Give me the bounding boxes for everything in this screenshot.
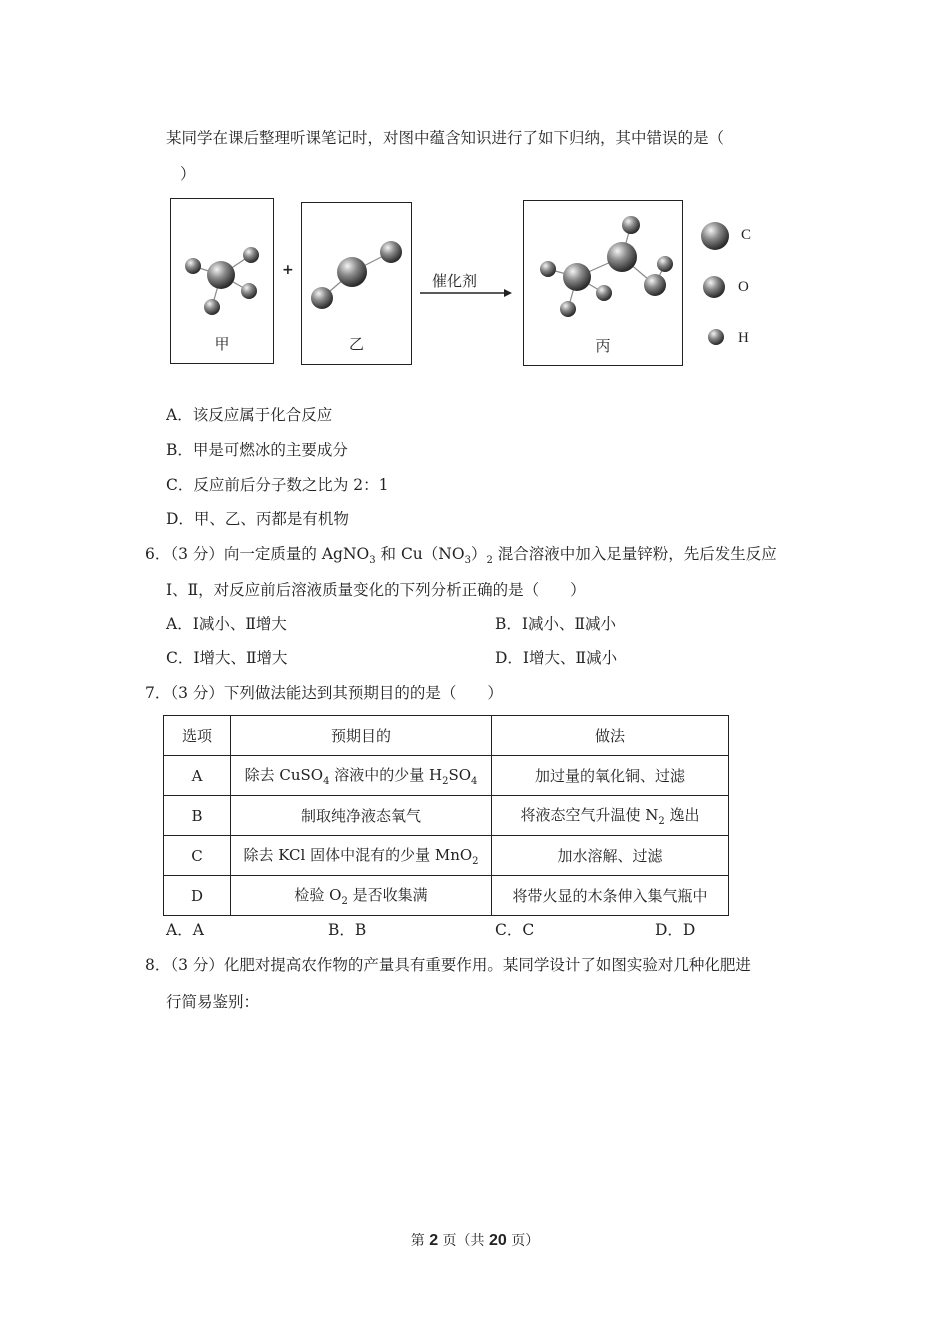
cell-option: D	[164, 876, 231, 916]
cell-option: C	[164, 836, 231, 876]
cell-method: 加水溶解、过滤	[492, 836, 729, 876]
q6-option-c: C．Ⅰ增大、Ⅱ增大	[166, 649, 288, 667]
q7-option-b: B．B	[328, 921, 367, 939]
q5-option-a: A．该反应属于化合反应	[166, 406, 333, 424]
q7-option-d: D．D	[655, 921, 696, 939]
header-option: 选项	[164, 716, 231, 756]
cell-option: B	[164, 796, 231, 836]
q7-stem: 7．（3 分）下列做法能达到其预期目的的是（ ）	[145, 684, 503, 702]
table-row	[164, 796, 729, 836]
header-method: 做法	[492, 716, 729, 756]
cell-method: 将液态空气升温使 $N_2$ 逸出	[492, 796, 729, 836]
legend-label-h: H	[738, 330, 749, 346]
table-header-row	[164, 716, 729, 756]
cell-goal: 检验 $O_2$ 是否收集满	[231, 876, 492, 916]
q5-option-c: C．反应前后分子数之比为 2：1	[166, 476, 389, 494]
cell-method: 加过量的氧化铜、过滤	[492, 756, 729, 796]
current-page: 2	[429, 1232, 439, 1249]
q7-option-a: A．A	[166, 921, 204, 939]
header-goal: 预期目的	[231, 716, 492, 756]
reaction-arrow-icon	[420, 286, 512, 300]
q6-option-d: D．Ⅰ增大、Ⅱ减小	[495, 649, 618, 667]
q7-table	[163, 715, 729, 916]
legend-label-o: O	[738, 279, 749, 295]
legend-label-c: C	[741, 227, 752, 243]
table-row	[164, 876, 729, 916]
q5-option-b: B．甲是可燃冰的主要成分	[166, 441, 348, 459]
page-footer: 第 2 页（共 20 页）	[410, 1232, 540, 1249]
table-row	[164, 756, 729, 796]
cell-goal: 除去 CuSO$_4$ 溶液中的少量 $H_2SO_4$	[231, 756, 492, 796]
label-bing: 丙	[595, 337, 611, 355]
molecule-box-jia	[170, 198, 274, 364]
molecule-box-yi	[301, 202, 412, 365]
q6-stem-line2: Ⅰ、Ⅱ，对反应前后溶液质量变化的下列分析正确的是（ ）	[166, 581, 586, 599]
q5-option-d: D．甲、乙、丙都是有机物	[166, 510, 349, 528]
table-row	[164, 836, 729, 876]
q6-stem-line1: 6．（3 分）向一定质量的 AgNO$_3$ 和 $Cu(NO_3)_2$ 混合溶液中加入足量锌粉，先后发生反应	[145, 545, 777, 567]
molecule-box-bing	[523, 200, 683, 366]
catalyst-label: 催化剂	[432, 272, 478, 290]
q5-stem-line1: 某同学在课后整理听课笔记时，对图中蕴含知识进行了如下归纳，其中错误的是（	[166, 129, 725, 147]
cell-method: 将带火显的木条伸入集气瓶中	[492, 876, 729, 916]
q8-stem-line2: 行简易鉴别：	[166, 993, 260, 1011]
label-jia: 甲	[214, 335, 230, 353]
q6-option-a: A．Ⅰ减小、Ⅱ增大	[166, 615, 287, 633]
cell-option: A	[164, 756, 231, 796]
cell-goal: 除去 KCl 固体中混有的少量 MnO$_2$	[231, 836, 492, 876]
label-yi: 乙	[348, 335, 364, 353]
q5-stem-line2: ）	[180, 165, 196, 183]
cell-goal: 制取纯净液态氧气	[231, 796, 492, 836]
total-pages: 20	[489, 1232, 507, 1249]
atom-legend-icon	[698, 218, 734, 350]
plus-sign: +	[282, 262, 294, 278]
q8-stem-line1: 8．（3 分）化肥对提高农作物的产量具有重要作用。某同学设计了如图实验对几种化肥进	[145, 956, 751, 974]
q7-option-c: C．C	[495, 921, 535, 939]
q6-option-b: B．Ⅰ减小、Ⅱ减小	[495, 615, 617, 633]
